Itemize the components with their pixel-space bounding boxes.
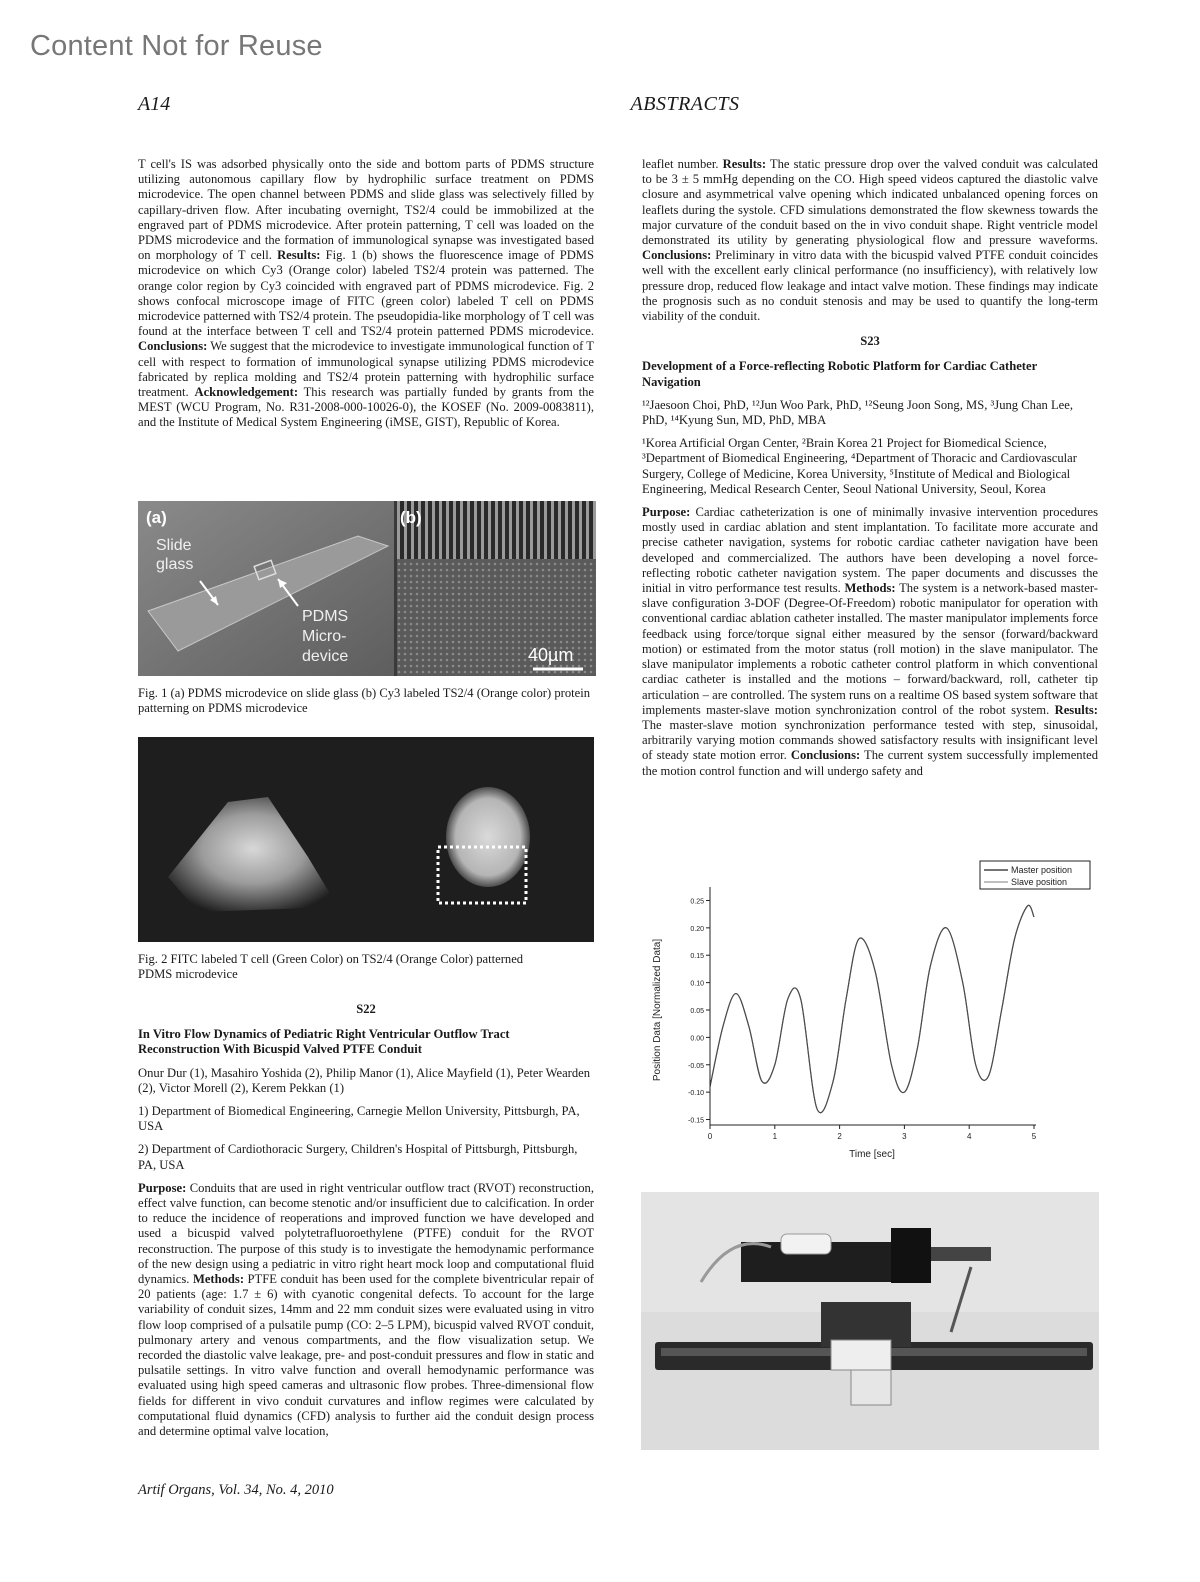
s22-cont: leaflet number. — [642, 157, 719, 171]
fig1-scale: 40µm — [528, 645, 574, 665]
s22-purpose: Conduits that are used in right ventricular outflow tract (RVOT) reconstruction, effect valve function, can become stenotic and/or insufficient due to calcification. In order to reduce the incidence of reoperations and improved function we have developed and used a bicuspid valved polytetrafluoroethylene (PTFE) conduit for the RVOT reconstruction. The purpose of this study is to investigate the hemodynamic performance of the new design using a pediatric in vitro right heart mock loop and computational fluid dynamics. — [138, 1180, 594, 1287]
x-tick-label: 3 — [902, 1132, 907, 1141]
y-axis-label: Position Data [Normalized Data] — [652, 938, 663, 1082]
s22-affil-2: 2) Department of Cardiothoracic Surgery, Children's Hospital of Pittsburgh, Pittsburgh, PA, USA — [138, 1142, 578, 1172]
s21-conclusions: We suggest that the microdevice to investigate immunological function of T cell with respect to formation of immunological synapse utilizing PDMS microdevice fabricated by replica molding and TS2/4 protein patterning with hydrophilic surface treatment. — [138, 339, 594, 400]
s21-body — [138, 157, 594, 431]
s22-continued — [642, 157, 1098, 324]
series-line-slave — [710, 905, 1034, 1112]
s23-id: S23 — [860, 334, 880, 349]
chart-series — [710, 905, 1034, 1112]
figure-2-caption: Fig. 2 FITC labeled T cell (Green Color) on TS2/4 (Orange Color) patterned PDMS microdevice — [138, 952, 524, 981]
fig1-label-a: (a) — [146, 508, 167, 527]
s22-affil-1: 1) Department of Biomedical Engineering, Carnegie Mellon University, Pittsburgh, PA, USA — [138, 1104, 580, 1134]
x-tick-label: 0 — [707, 1132, 713, 1141]
s23-conclusions: The current system successfully implemented the motion control function and will undergo safety and — [642, 748, 1098, 778]
s23-affil: ¹Korea Artificial Organ Center, ²Brain Korea 21 Project for Biomedical Science, ³Department of Biomedical Engineering, ⁴Department of Thoracic and Cardiovascular Surgery, College of Medicine, Korea University, ⁵Institute of Medical and Biological Engineering, Medical Research Center, Seoul National University, Seoul, Korea — [642, 436, 1077, 496]
s22-body — [138, 1181, 594, 1439]
x-tick-label: 4 — [966, 1132, 972, 1141]
s23-results: The master-slave motion synchronization performance tested with step, sinusoidal, arbitrarily varying motion commands showed satisfactory results with insignificant level of steady state motion error. — [642, 717, 1098, 763]
fig1-slide: Slide — [156, 537, 192, 554]
legend-label: Master position — [1011, 865, 1073, 875]
s23-conclusions-label: Conclusions: — [790, 748, 861, 763]
abstract-s22 — [138, 1002, 594, 1447]
s22-authors: Onur Dur (1), Masahiro Yoshida (2), Philip Manor (1), Alice Mayfield (1), Peter Wearden (2), Victor Morell (2), Kerem Pekkan (1) — [138, 1065, 591, 1095]
s22-methods-label: Methods: — [192, 1272, 245, 1287]
s21-results-label: Results: — [277, 248, 321, 263]
y-tick-label: 0.25 — [690, 898, 704, 906]
s22-id: S22 — [356, 1002, 376, 1016]
left-column — [138, 157, 594, 439]
x-tick-label: 2 — [837, 1132, 842, 1141]
series-line-master — [710, 905, 1034, 1112]
chart-legend — [980, 861, 1090, 889]
y-tick-label: -0.15 — [688, 1117, 704, 1125]
x-tick-label: 5 — [1031, 1132, 1037, 1141]
position-chart — [642, 855, 1102, 1180]
running-head: ABSTRACTS — [630, 93, 740, 115]
s22-results: The static pressure drop over the valved conduit was calculated to be 3 ± 5 mmHg depending on the CO. High speed videos captured the diastolic valve closure and asymmetrical valve opening which indicated unbalanced opening forces on leaflets during the systole. CFD simulations demonstrated the flow skewness towards the major curvature of the conduit based on the in vivo conduit shape. Right ventricle model demonstrated its utility by generating physiological flow and pressure waveforms. — [642, 157, 1098, 248]
s22-methods: PTFE conduit has been used for the complete biventricular repair of 20 patients (age: 1.7 ± 6) with cyanotic congenital defects. To account for the large variability of conduit sizes, 14mm and 22 mm conduit sizes were evaluated using in vitro flow loop comprised of a pulsatile pump (CO: 2–5 LPM), bicuspid valved RVOT conduit, pulmonary artery and venous compartments, and the flow visualization setup. We recorded the diastolic valve leakage, pre- and post-conduit pressures and flow in static and pulsatile settings. In vitro valve function and overall hemodynamic performance was evaluated using high speed cameras and ultrasonic flow probes. Three-dimensional flow fields for different in vivo conduit curvatures and inflow regimes were calculated by computational fluid dynamics (CFD) analysis to further aid the conduit design process and determine optimal valve location, — [138, 1272, 595, 1439]
fig1-label-b: (b) — [400, 508, 422, 527]
robot-photo — [641, 1192, 1099, 1450]
x-axis-label: Time [sec] — [849, 1149, 895, 1160]
s21-conclusions-label: Conclusions: — [138, 339, 208, 354]
fig1-glass: glass — [156, 556, 194, 573]
s22-conclusions: Preliminary in vitro data with the bicuspid valved PTFE conduit coincides well with the excellent early clinical performance (no insufficiency), with relatively low pressure drop, reduced flow leakage and intact valve motion. These findings may indicate the prognosis such as no conduit stenosis and may be used to quantify the long-term viability of the conduit. — [642, 248, 1098, 324]
s22-purpose-label: Purpose: — [138, 1180, 187, 1195]
s21-intro: T cell's IS was adsorbed physically onto the side and bottom parts of PDMS structure utilizing autonomous capillary flow by hydrophilic surface treatment on PDMS microdevice. The open channel between PDMS and slide glass was selectively filled by capillary-driven flow. After incubating overnight, TS2/4 could be immobilized at the engraved part of PDMS microdevice. After protein patterning, T cell was loaded on the PDMS microdevice and the formation of immunological synapse was investigated based on morphology of T cell. — [138, 157, 594, 263]
y-tick-label: -0.10 — [688, 1090, 704, 1098]
s23-methods: The system is a network-based master-slave configuration 3-DOF (Degree-Of-Freedom) robotic manipulator for operation with conventional cardiac ablation catheter installed. The master manipulator implements force feedback using force/torque signal either measured by the sensor (forward/backward motion) or estimated from the motor status (roll motion) in the slave manipulator. The slave manipulator implements a robotic catheter control platform in which conventional cardiac catheter is installed and the motions – forward/backward, roll, catheter tip articulation – are controlled. The system runs on a realtime OS based system software that implements master-slave motion synchronization control of the robot system. — [642, 581, 1098, 717]
y-tick-label: 0.00 — [690, 1035, 704, 1043]
s22-title: In Vitro Flow Dynamics of Pediatric Right Ventricular Outflow Tract Reconstruction With Bicuspid Valved PTFE Conduit — [138, 1027, 510, 1057]
y-tick-label: 0.20 — [690, 925, 704, 933]
s23-methods-label: Methods: — [844, 581, 896, 596]
s23-body — [642, 505, 1098, 779]
s23-purpose: Cardiac catheterization is one of minimally invasive intervention procedures mostly used in cardiac ablation and stent implantation. To facilitate more accurate and precise catheter navigation, systems for robotic cardiac catheter navigation have been developed and commercialized. The authors have been developing a novel force-reflecting robotic catheter navigation system. The paper documents and discusses the initial in vitro performance test results. — [642, 505, 1098, 596]
figure-1-image — [138, 501, 596, 676]
y-tick-label: 0.05 — [690, 1008, 704, 1015]
y-tick-label: -0.05 — [688, 1062, 704, 1070]
chart-ticks — [688, 898, 1037, 1141]
s23-purpose-label: Purpose: — [642, 505, 691, 520]
s21-ack-label: Acknowledgement: — [194, 385, 299, 400]
y-tick-label: 0.15 — [690, 953, 704, 961]
journal-footer: Artif Organs, Vol. 34, No. 4, 2010 — [138, 1482, 334, 1498]
right-column — [642, 157, 1098, 787]
fig1-micro: Micro- — [302, 628, 347, 645]
robot-photo-image — [641, 1192, 1099, 1450]
s23-title: Development of a Force-reflecting Robotic Platform for Cardiac Catheter Navigation — [642, 359, 1037, 389]
fig1-device: device — [302, 648, 349, 665]
x-tick-label: 1 — [772, 1132, 778, 1141]
y-tick-label: 0.10 — [690, 980, 704, 988]
legend-label: Slave position — [1011, 877, 1068, 887]
figure-2-image — [138, 737, 594, 942]
s22-results-label: Results: — [722, 157, 767, 171]
s21-results: Fig. 1 (b) shows the fluorescence image of PDMS microdevice on which Cy3 (Orange color) labeled TS2/4 protein was patterned. The orange color region by Cy3 coincided with engraved part of PDMS microdevice. Fig. 2 shows confocal microscope image of FITC (green color) labeled T cell on PDMS microdevice patterned with TS2/4 protein. The pseudopidia-like morphology of T cell was found at the interface between T cell and TS2/4 protein patterned PDMS microdevice. — [138, 248, 594, 339]
figure-2 — [138, 737, 594, 942]
s23-authors: ¹²Jaesoon Choi, PhD, ¹²Jun Woo Park, PhD, ¹²Seung Joon Song, MS, ³Jung Chan Lee, PhD, ¹⁴Kyung Sun, MD, PhD, MBA — [642, 397, 1073, 428]
s21-ack: This research was partially funded by grants from the MEST (WCU Program, No. R31-2008-000-10026-0), the KOSEF (No. 2009-0083811), and the Institute of Medical System Engineering (iMSE, GIST), Republic of Korea. — [138, 385, 594, 430]
s23-results-label: Results: — [1054, 702, 1098, 717]
watermark: Content Not for Reuse — [30, 30, 323, 62]
position-chart-svg — [642, 855, 1102, 1180]
page-number: A14 — [138, 93, 171, 115]
figure-1 — [138, 501, 596, 676]
figure-1-caption: Fig. 1 (a) PDMS microdevice on slide glass (b) Cy3 labeled TS2/4 (Orange color) protein patterning on PDMS microdevice — [138, 686, 591, 715]
fig1-pdms: PDMS — [302, 608, 349, 625]
s22-conclusions-label: Conclusions: — [642, 248, 712, 263]
